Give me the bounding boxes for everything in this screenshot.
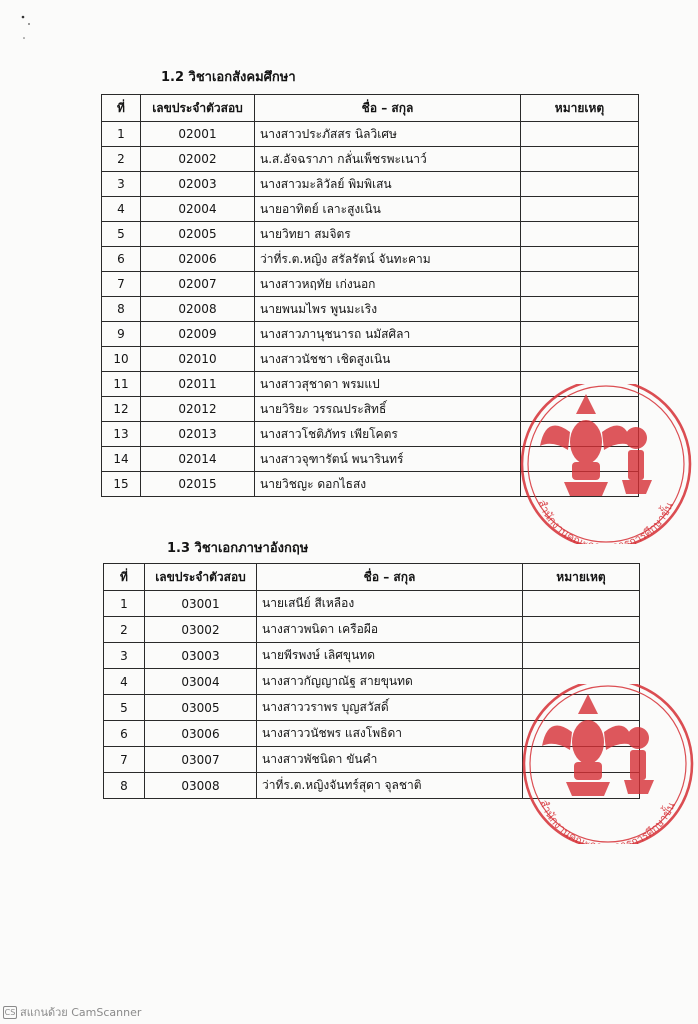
name-cell: น.ส.อัจฉราภา กลั่นเพ็ชรพะเนาว์ [255, 147, 521, 172]
header-exam-id: เลขประจำตัวสอบ [141, 95, 255, 122]
name-cell: นายพนมไพร พูนมะเริง [255, 297, 521, 322]
header-name: ชื่อ – สกุล [257, 564, 523, 591]
note-cell [521, 297, 639, 322]
name-cell: นางสาวภานุชนารถ นมัสศิลา [255, 322, 521, 347]
exam-id-cell: 03005 [145, 695, 257, 721]
exam-id-cell: 02004 [141, 197, 255, 222]
seal-text: สำนักงานคณะ รการศึกษาขั้น [534, 497, 676, 544]
row-number: 4 [104, 669, 145, 695]
official-seal-stamp [508, 684, 696, 848]
row-number: 3 [102, 172, 141, 197]
table-row [102, 297, 639, 322]
table-row [104, 643, 640, 669]
table-row [102, 272, 639, 297]
exam-id-cell: 02001 [141, 122, 255, 147]
name-cell: นางสาวหฤทัย เก่งนอก [255, 272, 521, 297]
header-exam-id: เลขประจำตัวสอบ [145, 564, 257, 591]
exam-id-cell: 02009 [141, 322, 255, 347]
row-number: 7 [104, 747, 145, 773]
row-number: 2 [102, 147, 141, 172]
exam-id-cell: 02006 [141, 247, 255, 272]
table-row [102, 347, 639, 372]
row-number: 10 [102, 347, 141, 372]
exam-id-cell: 02010 [141, 347, 255, 372]
table-row [102, 247, 639, 272]
table-header-row [104, 564, 640, 591]
row-number: 1 [102, 122, 141, 147]
header-no: ที่ [104, 564, 145, 591]
row-number: 8 [104, 773, 145, 799]
table-row [102, 322, 639, 347]
note-cell [521, 272, 639, 297]
row-number: 7 [102, 272, 141, 297]
table-row [104, 591, 640, 617]
name-cell: นางสาวพนิดา เครือผือ [257, 617, 523, 643]
row-number: 2 [104, 617, 145, 643]
note-cell [523, 617, 640, 643]
exam-id-cell: 03004 [145, 669, 257, 695]
name-cell: นายพีรพงษ์ เลิศขุนทด [257, 643, 523, 669]
exam-id-cell: 03001 [145, 591, 257, 617]
exam-id-cell: 02013 [141, 422, 255, 447]
note-cell [521, 122, 639, 147]
table-row [102, 122, 639, 147]
note-cell [521, 197, 639, 222]
name-cell: นายอาทิตย์ เลาะสูงเนิน [255, 197, 521, 222]
row-number: 8 [102, 297, 141, 322]
scan-specks [20, 14, 34, 48]
note-cell [521, 247, 639, 272]
name-cell: นางสาวมะลิวัลย์ พิมพิเสน [255, 172, 521, 197]
name-cell: นางสาววราพร บุญสวัสดิ์ [257, 695, 523, 721]
exam-id-cell: 02008 [141, 297, 255, 322]
row-number: 5 [102, 222, 141, 247]
name-cell: นางสาวพัชนิดา ขันคำ [257, 747, 523, 773]
section-title-social-studies: 1.2 วิชาเอกสังคมศึกษา [161, 70, 296, 85]
note-cell [521, 222, 639, 247]
exam-id-cell: 02011 [141, 372, 255, 397]
note-cell [523, 643, 640, 669]
header-no: ที่ [102, 95, 141, 122]
exam-id-cell: 02003 [141, 172, 255, 197]
garuda-emblem-icon [540, 394, 652, 496]
table-row [102, 197, 639, 222]
name-cell: นางสาวโชติภัทร เพียโคตร [255, 422, 521, 447]
section-title-english: 1.3 วิชาเอกภาษาอังกฤษ [167, 541, 309, 556]
seal-text: สำนักงานคณะ รการศึกษาขั้น [536, 797, 678, 844]
name-cell: นายวิชญะ ดอกไธสง [255, 472, 521, 497]
table-row [104, 617, 640, 643]
row-number: 4 [102, 197, 141, 222]
exam-id-cell: 03006 [145, 721, 257, 747]
table-row [102, 172, 639, 197]
row-number: 12 [102, 397, 141, 422]
row-number: 13 [102, 422, 141, 447]
exam-id-cell: 02015 [141, 472, 255, 497]
exam-id-cell: 02012 [141, 397, 255, 422]
name-cell: ว่าที่ร.ต.หญิง สรัลรัตน์ จันทะคาม [255, 247, 521, 272]
row-number: 3 [104, 643, 145, 669]
table-header-row [102, 95, 639, 122]
name-cell: ว่าที่ร.ต.หญิงจันทร์สุดา จุลชาติ [257, 773, 523, 799]
row-number: 6 [104, 721, 145, 747]
note-cell [521, 322, 639, 347]
exam-id-cell: 02007 [141, 272, 255, 297]
official-seal-stamp [506, 384, 694, 548]
name-cell: นางสาวจุฑารัตน์ พนารินทร์ [255, 447, 521, 472]
name-cell: นางสาวประภัสสร นิลวิเศษ [255, 122, 521, 147]
camscanner-icon: CS [4, 1007, 16, 1017]
row-number: 1 [104, 591, 145, 617]
row-number: 9 [102, 322, 141, 347]
exam-id-cell: 03003 [145, 643, 257, 669]
scanner-watermark [3, 1003, 141, 1021]
name-cell: นายวิริยะ วรรณประสิทธิ์ [255, 397, 521, 422]
row-number: 15 [102, 472, 141, 497]
name-cell: นายวิทยา สมจิตร [255, 222, 521, 247]
row-number: 14 [102, 447, 141, 472]
exam-id-cell: 03007 [145, 747, 257, 773]
header-name: ชื่อ – สกุล [255, 95, 521, 122]
note-cell [523, 591, 640, 617]
exam-id-cell: 02014 [141, 447, 255, 472]
scanner-watermark-text: สแกนด้วย CamScanner [20, 1006, 142, 1019]
note-cell [521, 347, 639, 372]
row-number: 6 [102, 247, 141, 272]
header-note: หมายเหตุ [523, 564, 640, 591]
name-cell: นางสาวกัญญาณัฐ สายขุนทด [257, 669, 523, 695]
row-number: 5 [104, 695, 145, 721]
header-note: หมายเหตุ [521, 95, 639, 122]
exam-id-cell: 03002 [145, 617, 257, 643]
garuda-emblem-icon [542, 694, 654, 796]
name-cell: นางสาววนัชพร แสงโพธิดา [257, 721, 523, 747]
exam-id-cell: 02002 [141, 147, 255, 172]
table-row [102, 147, 639, 172]
name-cell: นางสาวสุชาดา พรมแป [255, 372, 521, 397]
name-cell: นางสาวนัชชา เชิดสูงเนิน [255, 347, 521, 372]
table-row [102, 222, 639, 247]
note-cell [521, 172, 639, 197]
row-number: 11 [102, 372, 141, 397]
name-cell: นายเสนีย์ สีเหลือง [257, 591, 523, 617]
exam-id-cell: 02005 [141, 222, 255, 247]
note-cell [521, 147, 639, 172]
exam-id-cell: 03008 [145, 773, 257, 799]
